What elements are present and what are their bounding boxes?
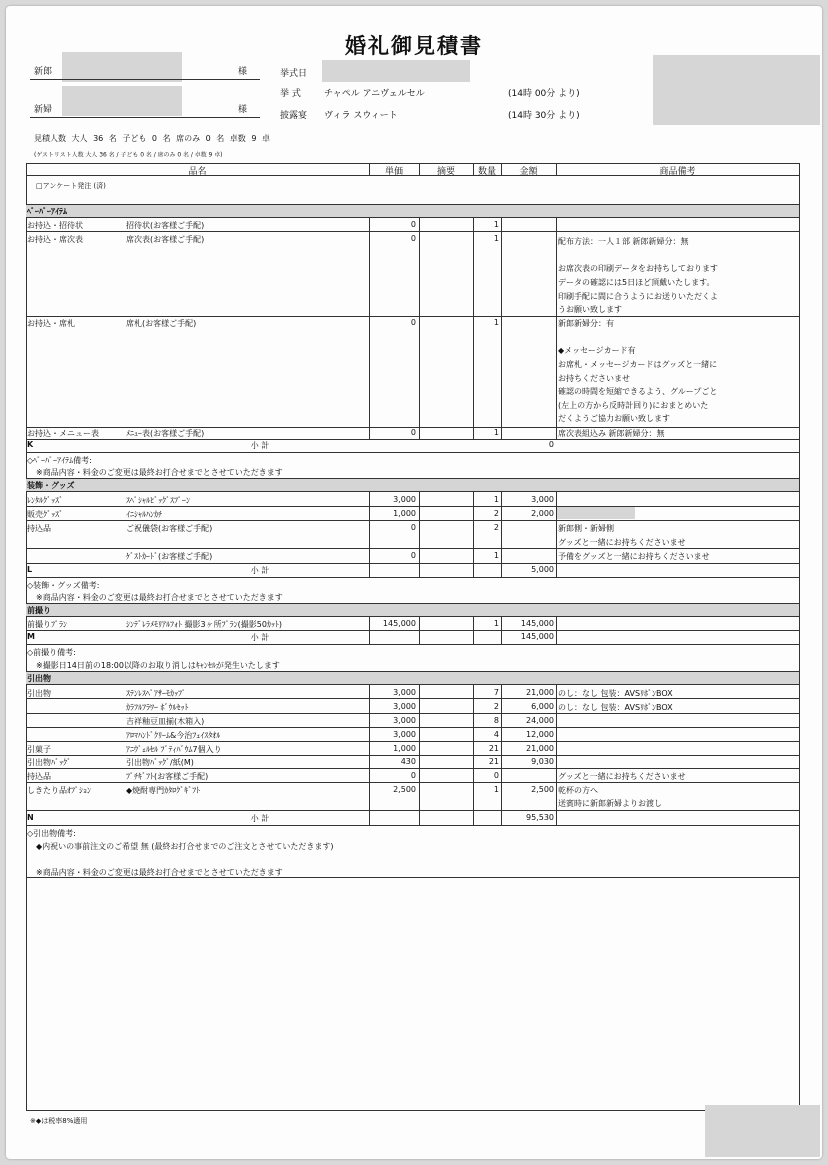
section-decor-goods: 装飾・グッズ: [27, 481, 75, 490]
table-row-price: 3,000: [393, 702, 416, 711]
table-row-item: 招待状(お客様ご手配): [126, 221, 205, 230]
product-note: 新郎新婦分：有: [558, 319, 614, 328]
bride-name-redacted: [62, 86, 182, 116]
table-row-amount: 145,000: [520, 619, 554, 628]
table-row-item: ｱﾛﾏﾊﾝﾄﾞｸﾘｰﾑ&今治ﾌｪｲｽﾀｵﾙ: [126, 731, 221, 740]
table-row-price: 0: [410, 428, 416, 437]
table-row-amount: 12,000: [526, 730, 554, 739]
section-remark: ※商品内容・料金のご変更は最終お打合せまでとさせていただきます: [36, 868, 283, 877]
table-row-category: 持込品: [27, 524, 51, 533]
table-row-category: 引菓子: [27, 745, 51, 754]
section-remark-title: ◇ﾍﾟｰﾊﾟｰｱｲﾃﾑ備考:: [27, 456, 92, 465]
table-row-price: 3,000: [393, 730, 416, 739]
table-row-category: しきたり品ｵﾌﾟｼｮﾝ: [27, 786, 91, 795]
table-row-price: 2,500: [393, 785, 416, 794]
section-remark-title: ◇引出物備考:: [27, 829, 76, 838]
table-row-price: 0: [410, 771, 416, 780]
table-row-qty: 1: [493, 785, 499, 794]
table-row-qty: 4: [493, 730, 499, 739]
table-row-qty: 1: [493, 551, 499, 560]
table-row-price: 0: [410, 220, 416, 229]
product-note: お席札・メッセージカードはグッズと一緒に: [558, 360, 718, 369]
product-note: 印刷手配に間に合うようにお送りいただくよ: [558, 292, 718, 301]
section-remark: ※撮影日14日前の18:00以降のお取り消しはｷｬﾝｾﾙが発生いたします: [36, 661, 280, 670]
reception-venue: ヴィラ スウィート: [324, 111, 398, 121]
subtotal-key: N: [27, 813, 34, 822]
section-paper-items: ﾍﾟｰﾊﾟｰｱｲﾃﾑ: [27, 207, 67, 216]
table-row-item: ｲﾆｼｬﾙﾊﾝｶﾁ: [126, 510, 162, 519]
table-row-price: 0: [410, 318, 416, 327]
table-row-amount: 21,000: [526, 744, 554, 753]
header-summary: 摘要: [436, 167, 455, 177]
table-row-qty: 2: [493, 523, 499, 532]
table-row-qty: 21: [488, 757, 499, 766]
product-note: 配布方法：一人１部 新郎新婦分：無: [558, 237, 689, 246]
header-product-notes: 商品備考: [659, 167, 696, 177]
table-row-item: ﾌﾟﾁｷﾞﾌﾄ(お客様ご手配): [126, 772, 209, 781]
groom-underline: [30, 79, 260, 80]
table-row-amount: 3,000: [531, 495, 554, 504]
headcount-line: 見積人数 大人 36 名 子ども 0 名 席のみ 0 名 卓数 9 卓: [34, 134, 270, 143]
table-row-qty: 1: [493, 495, 499, 504]
table-row-qty: 1: [493, 234, 499, 243]
table-row-qty: 7: [493, 688, 499, 697]
table-row-price: 430: [400, 757, 416, 766]
table-row-item: ｽﾍﾟｼｬﾙﾋﾞｯｸﾞｽﾌﾟｰﾝ: [126, 496, 190, 505]
product-note: 送賓時に新郎新婦よりお渡し: [558, 799, 662, 808]
subtotal-value: 5,000: [531, 565, 554, 574]
table-row-item: ◆焼酎専門ｶﾀﾛｸﾞｷﾞﾌﾄ: [126, 786, 201, 795]
table-row-qty: 0: [493, 771, 499, 780]
ceremony-venue-label: 挙 式: [280, 89, 301, 99]
product-note: グッズと一緒にお持ちくださいませ: [558, 538, 686, 547]
table-row-item: 席札(お客様ご手配): [126, 319, 197, 328]
section-gifts: 引出物: [27, 674, 51, 683]
section-remark-title: ◇前撮り備考:: [27, 648, 76, 657]
subtotal-key: L: [27, 565, 33, 574]
header-item-name: 品名: [188, 167, 207, 177]
ceremony-venue: チャペル アニヴェルセル: [324, 89, 425, 99]
section-remark: ※商品内容・料金のご変更は最終お打合せまでとさせていただきます: [36, 593, 283, 602]
table-row-price: 3,000: [393, 688, 416, 697]
stamp-redacted: [705, 1105, 820, 1157]
table-row-price: 0: [410, 551, 416, 560]
table-row-item: ﾒﾆｭｰ表(お客様ご手配): [126, 429, 205, 438]
table-row-category: ﾚﾝﾀﾙｸﾞｯｽﾞ: [27, 496, 63, 505]
table-row-amount: 2,500: [531, 785, 554, 794]
table-row-item: 引出物ﾊﾞｯｸﾞ/紙(M): [126, 758, 194, 767]
table-row-item: ｽﾃﾝﾚｽﾍﾟｱｻｰﾓｶｯﾌﾟ: [126, 689, 186, 698]
product-note: 確認の時間を短縮できるよう、グループごと: [558, 387, 718, 396]
product-note: 新郎側・新婦側: [558, 524, 614, 533]
product-note: 席次表組込み 新郎新婦分：無: [558, 429, 665, 438]
product-note: うお願い致します: [558, 305, 622, 314]
product-note: 乾杯の方へ: [558, 786, 598, 795]
product-note: お席次表の印刷データをお持ちしております: [558, 264, 718, 273]
table-row-price: 0: [410, 234, 416, 243]
ceremony-time: (14時 00分 より): [508, 89, 580, 99]
table-row-category: お持込・席次表: [27, 235, 83, 244]
table-row-item: ご祝儀袋(お客様ご手配): [126, 524, 213, 533]
product-note: のし：なし 包装：AVSﾘﾎﾞﾝBOX: [558, 703, 673, 712]
table-row-qty: 1: [493, 318, 499, 327]
groom-name-redacted: [62, 52, 182, 82]
table-row-category: 販売ｸﾞｯｽﾞ: [27, 510, 63, 519]
reception-time: (14時 30分 より): [508, 111, 580, 121]
table-row-category: 前撮りﾌﾟﾗﾝ: [27, 620, 67, 629]
note-redacted: [557, 507, 635, 519]
ceremony-date-label: 挙式日: [280, 69, 308, 79]
guest-list-count: (ゲストリスト人数 大人 36 名 / 子ども 0 名 / 席のみ 0 名 / 卓数 9 卓): [34, 151, 223, 159]
page-title: 婚礼御見積書: [345, 34, 483, 58]
product-note: グッズと一緒にお持ちくださいませ: [558, 772, 686, 781]
subtotal-label: 小 計: [250, 814, 270, 823]
table-row-item: ｹﾞｽﾄｶｰﾄﾞ(お客様ご手配): [126, 552, 213, 561]
product-note: のし：なし 包装：AVSﾘﾎﾞﾝBOX: [558, 689, 673, 698]
subtotal-label: 小 計: [250, 441, 270, 450]
table-row-qty: 1: [493, 220, 499, 229]
table-row-category: お持込・席札: [27, 319, 75, 328]
groom-label: 新郎: [34, 67, 53, 77]
ceremony-date-redacted: [322, 60, 470, 82]
bride-underline: [30, 117, 260, 118]
table-row-qty: 2: [493, 702, 499, 711]
table-row-qty: 21: [488, 744, 499, 753]
reception-label: 披露宴: [280, 111, 308, 121]
table-row-price: 0: [410, 523, 416, 532]
table-row-qty: 1: [493, 428, 499, 437]
table-row-amount: 21,000: [526, 688, 554, 697]
table-row-item: ｼﾝﾃﾞﾚﾗﾒﾓﾘｱﾙﾌｫﾄ 撮影3ヶ所ﾌﾟﾗﾝ(撮影50ｶｯﾄ): [126, 620, 283, 629]
product-note: お持ちくださいませ: [558, 374, 630, 383]
table-row-item: 吉祥釉豆皿揃(木箱入): [126, 717, 205, 726]
table-row-item: ｶﾗﾌﾙﾌﾗﾜｰ ﾎﾞｳﾙｾｯﾄ: [126, 703, 189, 712]
tax-footnote: ※◆は税率8%適用: [30, 1117, 88, 1125]
header-quantity: 数量: [477, 167, 496, 177]
table-row-category: 引出物ﾊﾞｯｸﾞ: [27, 758, 71, 767]
questionnaire-status: □アンケート発注 (済): [36, 182, 106, 190]
venue-logo-redacted: [653, 55, 820, 125]
product-note: データの確認には5日ほど頂戴いたします。: [558, 278, 715, 287]
product-note: (左上の方から反時計回り)におまとめいた: [558, 401, 709, 410]
table-row-price: 145,000: [382, 619, 416, 628]
table-row-amount: 24,000: [526, 716, 554, 725]
table-row-qty: 2: [493, 509, 499, 518]
table-row-amount: 9,030: [531, 757, 554, 766]
bride-label: 新婦: [34, 105, 53, 115]
table-row-category: 引出物: [27, 689, 51, 698]
section-remark: ※商品内容・料金のご変更は最終お打合せまでとさせていただきます: [36, 468, 283, 477]
estimate-sheet: [6, 6, 822, 1159]
subtotal-key: M: [27, 632, 35, 641]
table-row-qty: 1: [493, 619, 499, 628]
table-row-price: 3,000: [393, 495, 416, 504]
header-unit-price: 単価: [384, 167, 403, 177]
table-row-item: 席次表(お客様ご手配): [126, 235, 205, 244]
table-row-item: ｱﾆｳﾞｪﾙｾﾙ ﾌﾞﾃｨﾊﾞｳﾑ7個入り: [126, 745, 222, 754]
table-row-price: 1,000: [393, 509, 416, 518]
subtotal-value: 95,530: [526, 813, 554, 822]
product-note: ◆メッセージカード有: [558, 346, 636, 355]
header-amount: 金額: [519, 167, 538, 177]
table-row-price: 3,000: [393, 716, 416, 725]
table-row-category: お持込・メニュー表: [27, 429, 99, 438]
table-row-amount: 6,000: [531, 702, 554, 711]
product-note: 予備をグッズと一緒にお持ちくださいませ: [558, 552, 710, 561]
subtotal-label: 小 計: [250, 633, 270, 642]
table-row-price: 1,000: [393, 744, 416, 753]
table-row-qty: 8: [493, 716, 499, 725]
section-prewedding-photo: 前撮り: [27, 606, 51, 615]
subtotal-value: 0: [548, 440, 554, 449]
subtotal-value: 145,000: [520, 632, 554, 641]
product-note: だくようご協力お願い致します: [558, 414, 670, 423]
subtotal-label: 小 計: [250, 566, 270, 575]
section-remark-title: ◇装飾・グッズ備考:: [27, 581, 100, 590]
section-remark: ◆内祝いの事前注文のご希望 無 (最終お打合せまでのご注文とさせていただきます): [36, 842, 334, 851]
groom-honorific: 様: [238, 67, 248, 77]
table-row-category: 持込品: [27, 772, 51, 781]
subtotal-key: K: [27, 440, 34, 449]
table-row-amount: 2,000: [531, 509, 554, 518]
bride-honorific: 様: [238, 105, 248, 115]
table-row-category: お持込・招待状: [27, 221, 83, 230]
